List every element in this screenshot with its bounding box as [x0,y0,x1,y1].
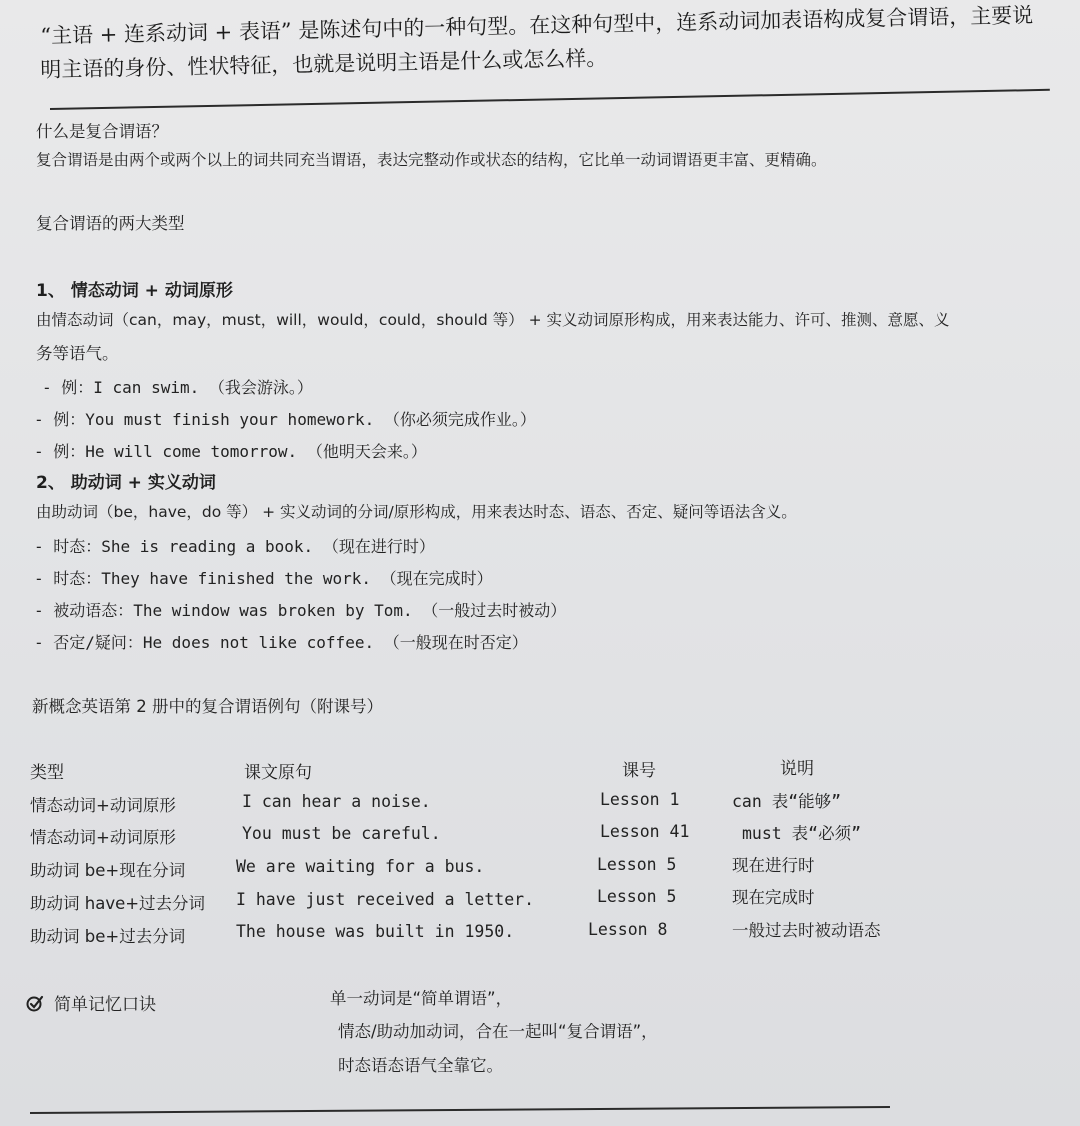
type1-example-3: - 例：He will come tomorrow. （他明天会来。） [34,442,427,461]
type2-heading: 2、 助动词 + 实义动词 [36,473,216,493]
mnemonic-label: 简单记忆口诀 [54,995,156,1015]
what-is-answer: 复合谓语是由两个或两个以上的词共同充当谓语，表达完整动作或状态的结构，它比单一动词谓语更丰富、更精确。 [36,151,827,169]
table-row-2-note: must 表“必须” [742,824,862,843]
table-row-3-note: 现在进行时 [732,856,815,875]
intro-line-2: 明主语的身份、性状特征，也就是说明主语是什么或怎么样。 [40,46,608,82]
col-header-type: 类型 [30,763,64,783]
table-row-4-sentence: I have just received a letter. [236,890,535,909]
check-pen-icon [26,994,44,1012]
table-row-4-type: 助动词 have+过去分词 [30,894,206,913]
mnemonic-label-group [26,990,156,1015]
table-row-4-lesson: Lesson 5 [597,887,677,906]
table-row-5-note: 一般过去时被动语态 [732,921,881,940]
table-row-5-type: 助动词 be+过去分词 [30,927,186,946]
col-header-sentence: 课文原句 [244,763,312,783]
col-header-lesson: 课号 [622,761,656,781]
table-row-1-type: 情态动词+动词原形 [30,796,176,815]
table-heading: 新概念英语第 2 册中的复合谓语例句（附课号） [32,697,383,716]
table-row-3-lesson: Lesson 5 [597,855,677,874]
mnemonic-line-2: 情态/助动加动词，合在一起叫“复合谓语”， [338,1022,658,1041]
type2-desc: 由助动词（be，have，do 等） + 实义动词的分词/原形构成，用来表达时态、语态、否定、疑问等语法含义。 [36,503,797,521]
table-row-2-sentence: You must be careful. [242,824,441,843]
type2-example-3: - 被动语态：The window was broken by Tom. （一般过去时被动） [34,601,567,620]
table-row-2-lesson: Lesson 41 [600,822,690,841]
col-header-note: 说明 [780,759,814,779]
table-row-5-sentence: The house was built in 1950. [236,922,515,941]
two-types-heading: 复合谓语的两大类型 [36,214,185,233]
table-row-3-type: 助动词 be+现在分词 [30,861,186,880]
mnemonic-line-1: 单一动词是“简单谓语”， [330,989,513,1008]
type1-example-1: - 例：I can swim. （我会游泳。） [42,378,313,397]
what-is-question: 什么是复合谓语？ [36,122,168,141]
table-row-1-note: can 表“能够” [732,792,842,811]
table-row-1-sentence: I can hear a noise. [242,792,431,811]
intro-line-1: “主语 + 连系动词 + 表语” 是陈述句中的一种句型。在这种句型中，连系动词加表语构成复合谓语，主要说 [40,3,1034,48]
table-row-3-sentence: We are waiting for a bus. [236,857,485,876]
bottom-divider [30,1106,890,1114]
type1-desc-1: 由情态动词（can，may，must，will，would，could，should 等） + 实义动词原形构成，用来表达能力、许可、推测、意愿、义 [36,311,950,329]
table-row-2-type: 情态动词+动词原形 [30,828,176,847]
intro-divider [50,89,1050,110]
table-row-1-lesson: Lesson 1 [600,790,680,809]
table-row-5-lesson: Lesson 8 [588,920,668,939]
type2-example-4: - 否定/疑问：He does not like coffee. （一般现在时否定） [34,633,528,652]
type2-example-1: - 时态：She is reading a book. （现在进行时） [34,537,435,556]
type1-desc-2: 务等语气。 [36,344,119,363]
table-row-4-note: 现在完成时 [732,888,815,907]
type1-heading: 1、 情态动词 + 动词原形 [36,281,233,301]
type1-example-2: - 例：You must finish your homework. （你必须完成作业。） [34,410,536,429]
mnemonic-line-3: 时态语态语气全靠它。 [338,1056,503,1075]
type2-example-2: - 时态：They have finished the work. （现在完成时） [34,569,493,588]
